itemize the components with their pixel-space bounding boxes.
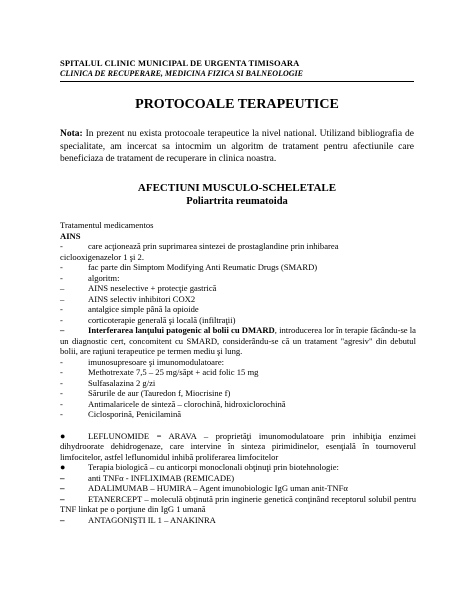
item-text: Antimalaricele de sinteză – clorochină, hidroxiclorochină: [88, 398, 286, 409]
bullet-icon: ●: [60, 462, 66, 472]
item-text: antalgice simple până la opioide: [88, 304, 199, 314]
section-subtitle: Poliartrita reumatoida: [186, 196, 288, 207]
list-item-dmard: [60, 325, 416, 357]
item-marker: -: [60, 241, 63, 251]
item-text: Sărurile de aur (Tauredon f, Miocrisine f): [88, 388, 231, 398]
list-item: [60, 304, 416, 315]
bullet-item: [60, 494, 416, 515]
list-item: [60, 262, 416, 273]
hospital-name: SPITALUL CLINIC MUNICIPAL DE URGENTA TIMISOARA: [60, 58, 300, 68]
spacer: [60, 420, 416, 431]
bullet-text: anti TNFα - INFLIXIMAB (REMICADE): [88, 472, 235, 483]
item-marker: –: [60, 325, 65, 335]
item-text: Sulfasalazina 2 g/zi: [88, 377, 156, 388]
list-item: [60, 367, 416, 378]
item-marker: -: [60, 314, 63, 325]
bullet-item: [60, 431, 416, 463]
dash-marker: –: [60, 483, 65, 493]
nota-text: In prezent nu exista protocoale terapeutice la nivel national. Utilizand bibliografia de specialitate, am incercat sa intocmim un algoritm de tratament pentru afectiunile care beneficiaza de tratament de recuperare in clinica noastra.: [60, 129, 414, 164]
list-item: [60, 357, 416, 368]
aines-heading: AINS: [60, 230, 81, 241]
dash-marker: –: [60, 493, 65, 504]
bullet-item: [60, 462, 416, 473]
bullet-text: Terapia biologică – cu anticorpi monoclonali obţinuţi prin biotehnologie:: [88, 462, 339, 472]
bullet-text: LEFLUNOMIDE = ARAVA – proprietăţi imunomodulatoare prin inhibiţia enzimei dihydroorate dehidrogenaze, care intervine în sinteza pirimidinelor, esenţială în tournoverul limfocitelor, astfel leflunomidul inhibă proliferarea limfocitelor: [60, 430, 416, 462]
bullet-text: ETANERCEPT – moleculă obţinută prin inginerie genetică conţinând receptorul solubil pentru TNF linkat pe o porţiune din IgG 1 umană: [60, 493, 416, 514]
bullet-icon: ●: [60, 430, 66, 441]
nota-paragraph: [60, 128, 414, 166]
bullet-item: [60, 483, 416, 494]
dash-marker: –: [60, 472, 65, 483]
item-marker: -: [60, 272, 63, 283]
item-marker: -: [60, 356, 63, 367]
item-marker: -: [60, 262, 63, 272]
bullet-text: ANTAGONIŞTI IL 1 – ANAKINRA: [88, 514, 216, 525]
list-item: [60, 283, 416, 294]
item-text: Ciclosporină, Penicilamină: [88, 409, 182, 419]
list-item-continuation: ciclooxigenazelor 1 şi 2.: [60, 251, 144, 262]
item-text: AINS selectiv inhibitori COX2: [88, 293, 196, 304]
dmard-bold-text: Interferarea lanţului patogenic al bolii cu DMARD: [88, 325, 275, 335]
item-marker: –: [60, 293, 65, 304]
item-marker: -: [60, 388, 63, 398]
bullet-item: [60, 515, 416, 526]
list-item: [60, 294, 416, 305]
clinic-name: CLINICA DE RECUPERARE, MEDICINA FIZICA SI BALNEOLOGIE: [60, 69, 303, 78]
list-item: [60, 399, 416, 410]
list-item: [60, 388, 416, 399]
item-text: Methotrexate 7,5 – 25 mg/săpt + acid folic 15 mg: [88, 367, 259, 377]
list-item: [60, 315, 416, 326]
treatment-heading: Tratamentul medicamentos: [60, 220, 154, 230]
bullet-item: [60, 473, 416, 484]
item-marker: -: [60, 367, 63, 377]
list-item: [60, 378, 416, 389]
document-body: [60, 220, 416, 525]
item-marker: -: [60, 409, 63, 419]
list-item: [60, 241, 416, 252]
header-divider: [60, 81, 414, 82]
list-item: [60, 273, 416, 284]
item-text: algoritm:: [88, 272, 120, 283]
item-text: AINS neselective + protecţie gastrică: [88, 283, 217, 293]
item-marker: -: [60, 377, 63, 388]
bullet-text: ADALIMUMAB – HUMIRA – Agent imunobiologic IgG uman anit-TNFα: [88, 483, 348, 493]
dmard-text: , introducerea lor în terapie făcându-se la un diagnostic cert, concomitent cu SMARD, considerându-se că un tratament "agresiv" din debutul bolii, are raţiuni terapeutice pe termen mediu şi lung.: [60, 325, 416, 356]
item-text: imunosupresoare şi imunomodulatoare:: [88, 356, 225, 367]
list-item: [60, 409, 416, 420]
item-text: fac parte din Simptom Modifying Anti Reumatic Drugs (SMARD): [88, 262, 318, 272]
page-title: PROTOCOALE TERAPEUTICE: [135, 97, 339, 112]
nota-label: Nota:: [60, 129, 83, 139]
section-title: AFECTIUNI MUSCULO-SCHELETALE: [137, 182, 337, 194]
item-text: care acţionează prin suprimarea sintezei de prostaglandine prin inhibarea: [88, 241, 339, 251]
item-text: corticoterapie generală şi locală (infiltraţii): [88, 314, 236, 325]
item-marker: -: [60, 398, 63, 409]
dash-marker: –: [60, 514, 65, 525]
item-marker: -: [60, 304, 63, 314]
item-marker: –: [60, 283, 65, 293]
